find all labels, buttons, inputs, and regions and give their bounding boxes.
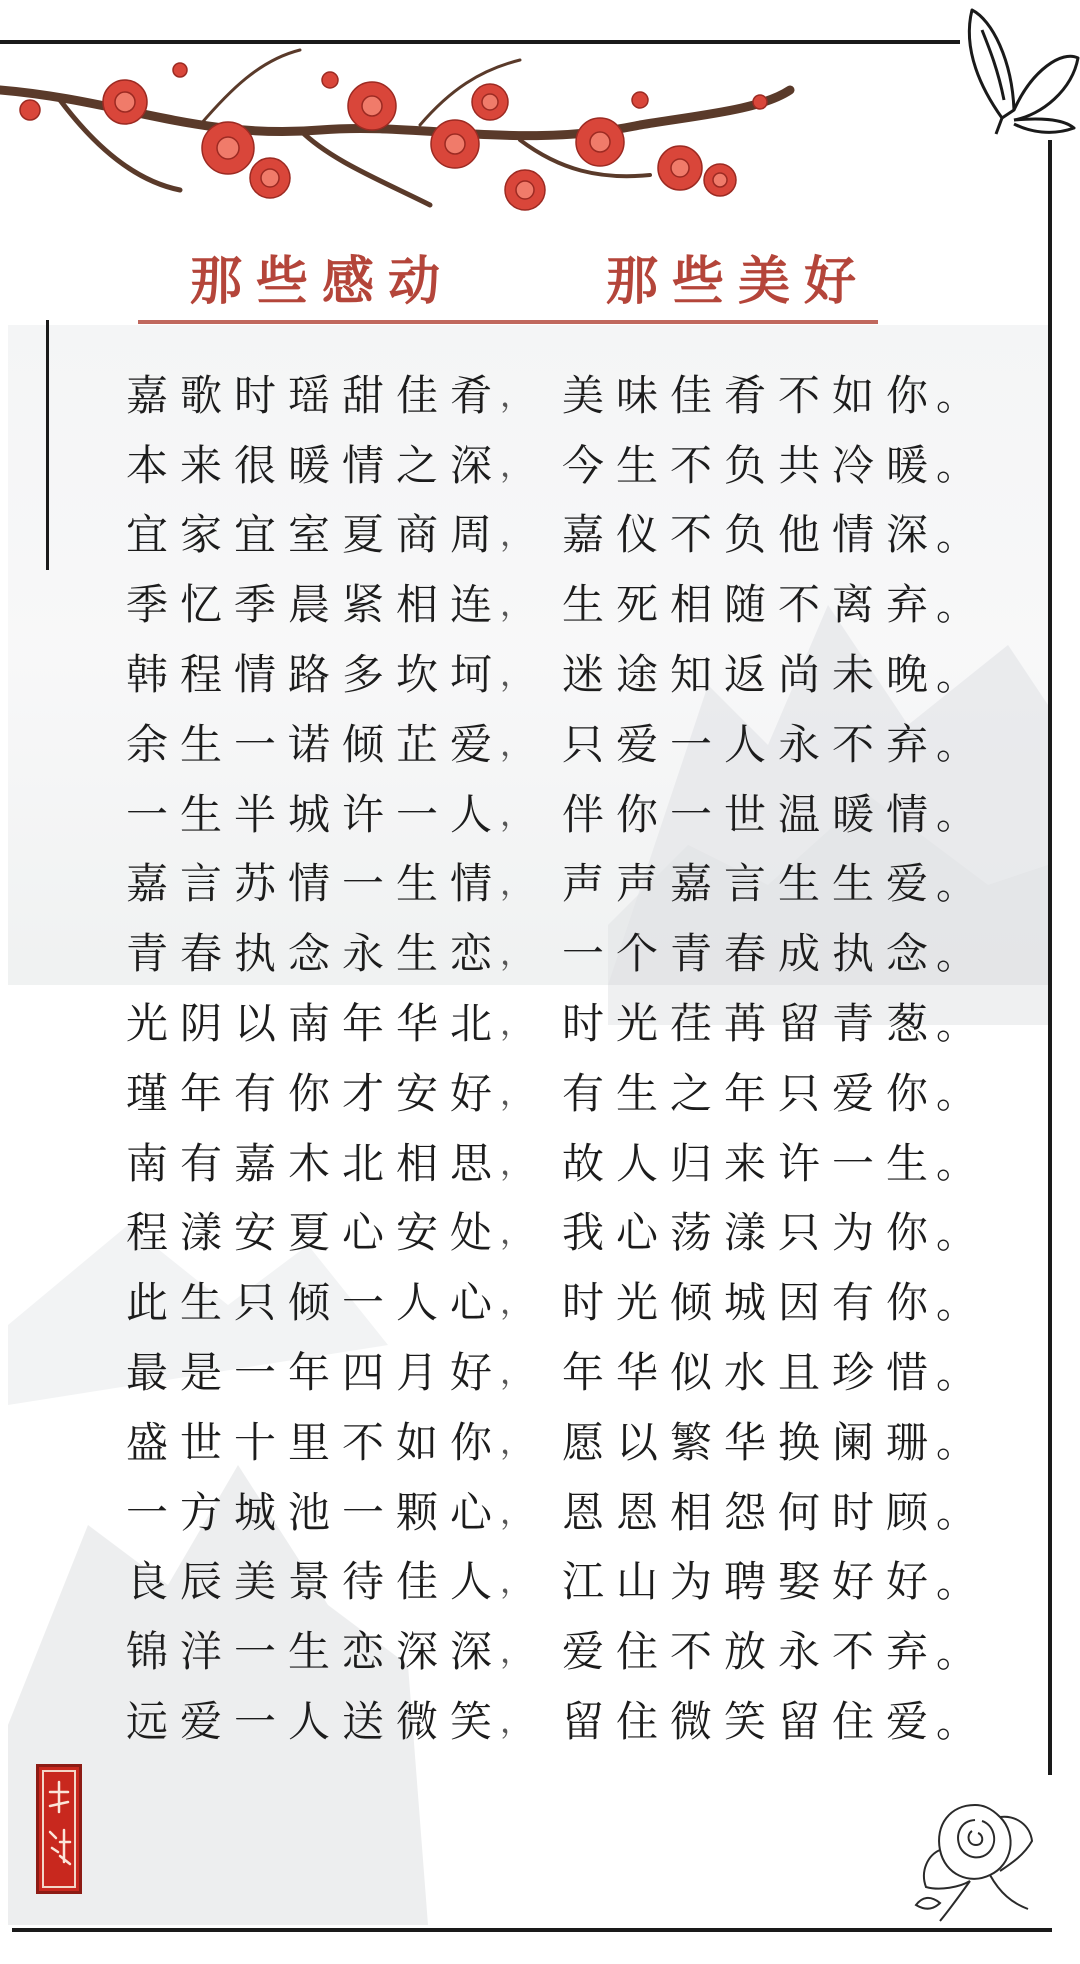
poem-verse-first: 最 是 一 年 四 月 好 <box>125 1348 492 1398</box>
poem-comma: ， <box>500 1562 533 1601</box>
poem-full-stop: 。 <box>936 722 976 769</box>
title-part-2: 那些美好 <box>605 250 870 312</box>
seal-glyph-mark <box>44 1772 74 1886</box>
poem-comma: ， <box>500 445 533 484</box>
poem-verse-first: 此 生 只 倾 一 人 心 <box>125 1278 492 1328</box>
poem-line <box>120 1335 980 1405</box>
poem-comma: ， <box>500 864 533 903</box>
frame-right-line <box>1048 140 1052 1775</box>
poem-line <box>120 707 980 777</box>
poem-verse-second: 愿 以 繁 华 换 阑 珊 <box>561 1417 928 1467</box>
poem-verse-first: 程 漾 安 夏 心 安 处 <box>125 1208 492 1258</box>
poem-comma: ， <box>500 655 533 694</box>
poem-comma: ， <box>500 934 533 973</box>
poem-verse-second: 有 生 之 年 只 爱 你 <box>561 1068 928 1118</box>
poem-verse-second: 留 住 微 笑 留 住 爱 <box>561 1697 928 1747</box>
poem-verse-first: 本 来 很 暖 情 之 深 <box>125 440 492 490</box>
poem-verse-first: 青 春 执 念 永 生 恋 <box>125 929 492 979</box>
poem-line <box>120 498 980 568</box>
poem-verse-first: 宜 家 宜 室 夏 商 周 <box>125 510 492 560</box>
poem-comma: ， <box>500 794 533 833</box>
poem-line <box>120 1405 980 1475</box>
poem-line <box>120 1126 980 1196</box>
poem-verse-first: 嘉 歌 时 瑶 甜 佳 肴 <box>125 370 492 420</box>
poem-verse-second: 爱 住 不 放 永 不 弃 <box>561 1627 928 1677</box>
rose-icon <box>900 1775 1050 1925</box>
poem-line <box>120 567 980 637</box>
poem-verse-first: 光 阴 以 南 年 华 北 <box>125 999 492 1049</box>
poem-verse-second: 故 人 归 来 许 一 生 <box>561 1138 928 1188</box>
poem-verse-second: 声 声 嘉 言 生 生 爱 <box>561 859 928 909</box>
butterfly-icon <box>952 0 1080 140</box>
poem-line <box>120 916 980 986</box>
seal-inner-border <box>42 1770 76 1888</box>
poem-line <box>120 1056 980 1126</box>
poem-full-stop: 。 <box>936 1490 976 1537</box>
poem-verse-second: 恩 恩 相 怨 何 时 顾 <box>561 1487 928 1537</box>
poem-verse-first: 余 生 一 诺 倾 芷 爱 <box>125 719 492 769</box>
poem-full-stop: 。 <box>936 1210 976 1257</box>
poem-verse-second: 一 个 青 春 成 执 念 <box>561 929 928 979</box>
poem-verse-second: 时 光 荏 苒 留 青 葱 <box>561 999 928 1049</box>
poem-verse-first: 锦 洋 一 生 恋 深 深 <box>125 1627 492 1677</box>
poem-comma: ， <box>500 1283 533 1322</box>
poem-full-stop: 。 <box>936 1280 976 1327</box>
poem-verse-first: 远 爱 一 人 送 微 笑 <box>125 1697 492 1747</box>
poem-line <box>120 1684 980 1754</box>
poem-line <box>120 428 980 498</box>
poem-verse-second: 嘉 仪 不 负 他 情 深 <box>561 510 928 560</box>
poem-verse-first: 韩 程 情 路 多 坎 坷 <box>125 650 492 700</box>
poem-full-stop: 。 <box>936 1559 976 1606</box>
poem-comma: ， <box>500 1353 533 1392</box>
poem-comma: ， <box>500 1492 533 1531</box>
frame-bottom-line <box>12 1928 1052 1932</box>
poem-verse-second: 迷 途 知 返 尚 未 晚 <box>561 650 928 700</box>
plum-blossom-branch <box>0 30 800 220</box>
poem-verse-first: 盛 世 十 里 不 如 你 <box>125 1417 492 1467</box>
title-underline <box>138 320 878 324</box>
poem-comma: ， <box>500 1143 533 1182</box>
poem-verse-first: 季 忆 季 晨 紧 相 连 <box>125 580 492 630</box>
poem-full-stop: 。 <box>936 1350 976 1397</box>
poem-verse-second: 时 光 倾 城 因 有 你 <box>561 1278 928 1328</box>
poem-comma: ， <box>500 1702 533 1741</box>
poem-full-stop: 。 <box>936 582 976 629</box>
poem-full-stop: 。 <box>936 1071 976 1118</box>
poem-comma: ， <box>500 1422 533 1461</box>
poem-comma: ， <box>500 724 533 763</box>
poem-comma: ， <box>500 375 533 414</box>
poem-full-stop: 。 <box>936 512 976 559</box>
poem-line <box>120 1265 980 1335</box>
poem-comma: ， <box>500 1213 533 1252</box>
poem-full-stop: 。 <box>936 652 976 699</box>
poem-full-stop: 。 <box>936 1001 976 1048</box>
poem-body <box>120 358 980 1754</box>
poem-verse-second: 美 味 佳 肴 不 如 你 <box>561 370 928 420</box>
poem-verse-second: 只 爱 一 人 永 不 弃 <box>561 719 928 769</box>
poem-line <box>120 986 980 1056</box>
poem-verse-first: 良 辰 美 景 待 佳 人 <box>125 1557 492 1607</box>
title-part-1: 那些感动 <box>190 250 455 312</box>
poem-verse-first: 一 生 半 城 许 一 人 <box>125 789 492 839</box>
poem-full-stop: 。 <box>936 792 976 839</box>
poem-line <box>120 358 980 428</box>
poem-verse-first: 嘉 言 苏 情 一 生 情 <box>125 859 492 909</box>
poem-full-stop: 。 <box>936 1420 976 1467</box>
poem-full-stop: 。 <box>936 861 976 908</box>
frame-left-accent-line <box>46 320 49 570</box>
poem-full-stop: 。 <box>936 931 976 978</box>
poem-verse-second: 江 山 为 聘 娶 好 好 <box>561 1557 928 1607</box>
poem-line <box>120 777 980 847</box>
poem-line <box>120 847 980 917</box>
poem-line <box>120 1196 980 1266</box>
poem-comma: ， <box>500 1632 533 1671</box>
poem-line <box>120 637 980 707</box>
poem-full-stop: 。 <box>936 1629 976 1676</box>
poem-verse-second: 生 死 相 随 不 离 弃 <box>561 580 928 630</box>
poem-line <box>120 1545 980 1615</box>
poem-full-stop: 。 <box>936 1699 976 1746</box>
poem-verse-second: 伴 你 一 世 温 暖 情 <box>561 789 928 839</box>
poem-line <box>120 1475 980 1545</box>
poem-full-stop: 。 <box>936 443 976 490</box>
poem-line <box>120 1614 980 1684</box>
poem-comma: ， <box>500 1073 533 1112</box>
poem-verse-first: 一 方 城 池 一 颗 心 <box>125 1487 492 1537</box>
title-row <box>190 236 870 316</box>
seal-stamp <box>36 1764 82 1894</box>
poem-full-stop: 。 <box>936 373 976 420</box>
poem-verse-first: 瑾 年 有 你 才 安 好 <box>125 1068 492 1118</box>
poem-verse-second: 年 华 似 水 且 珍 惜 <box>561 1348 928 1398</box>
poem-comma: ， <box>500 1004 533 1043</box>
poem-verse-first: 南 有 嘉 木 北 相 思 <box>125 1138 492 1188</box>
poem-full-stop: 。 <box>936 1141 976 1188</box>
poem-comma: ， <box>500 585 533 624</box>
poem-verse-second: 今 生 不 负 共 冷 暖 <box>561 440 928 490</box>
poem-verse-second: 我 心 荡 漾 只 为 你 <box>561 1208 928 1258</box>
poem-comma: ， <box>500 515 533 554</box>
